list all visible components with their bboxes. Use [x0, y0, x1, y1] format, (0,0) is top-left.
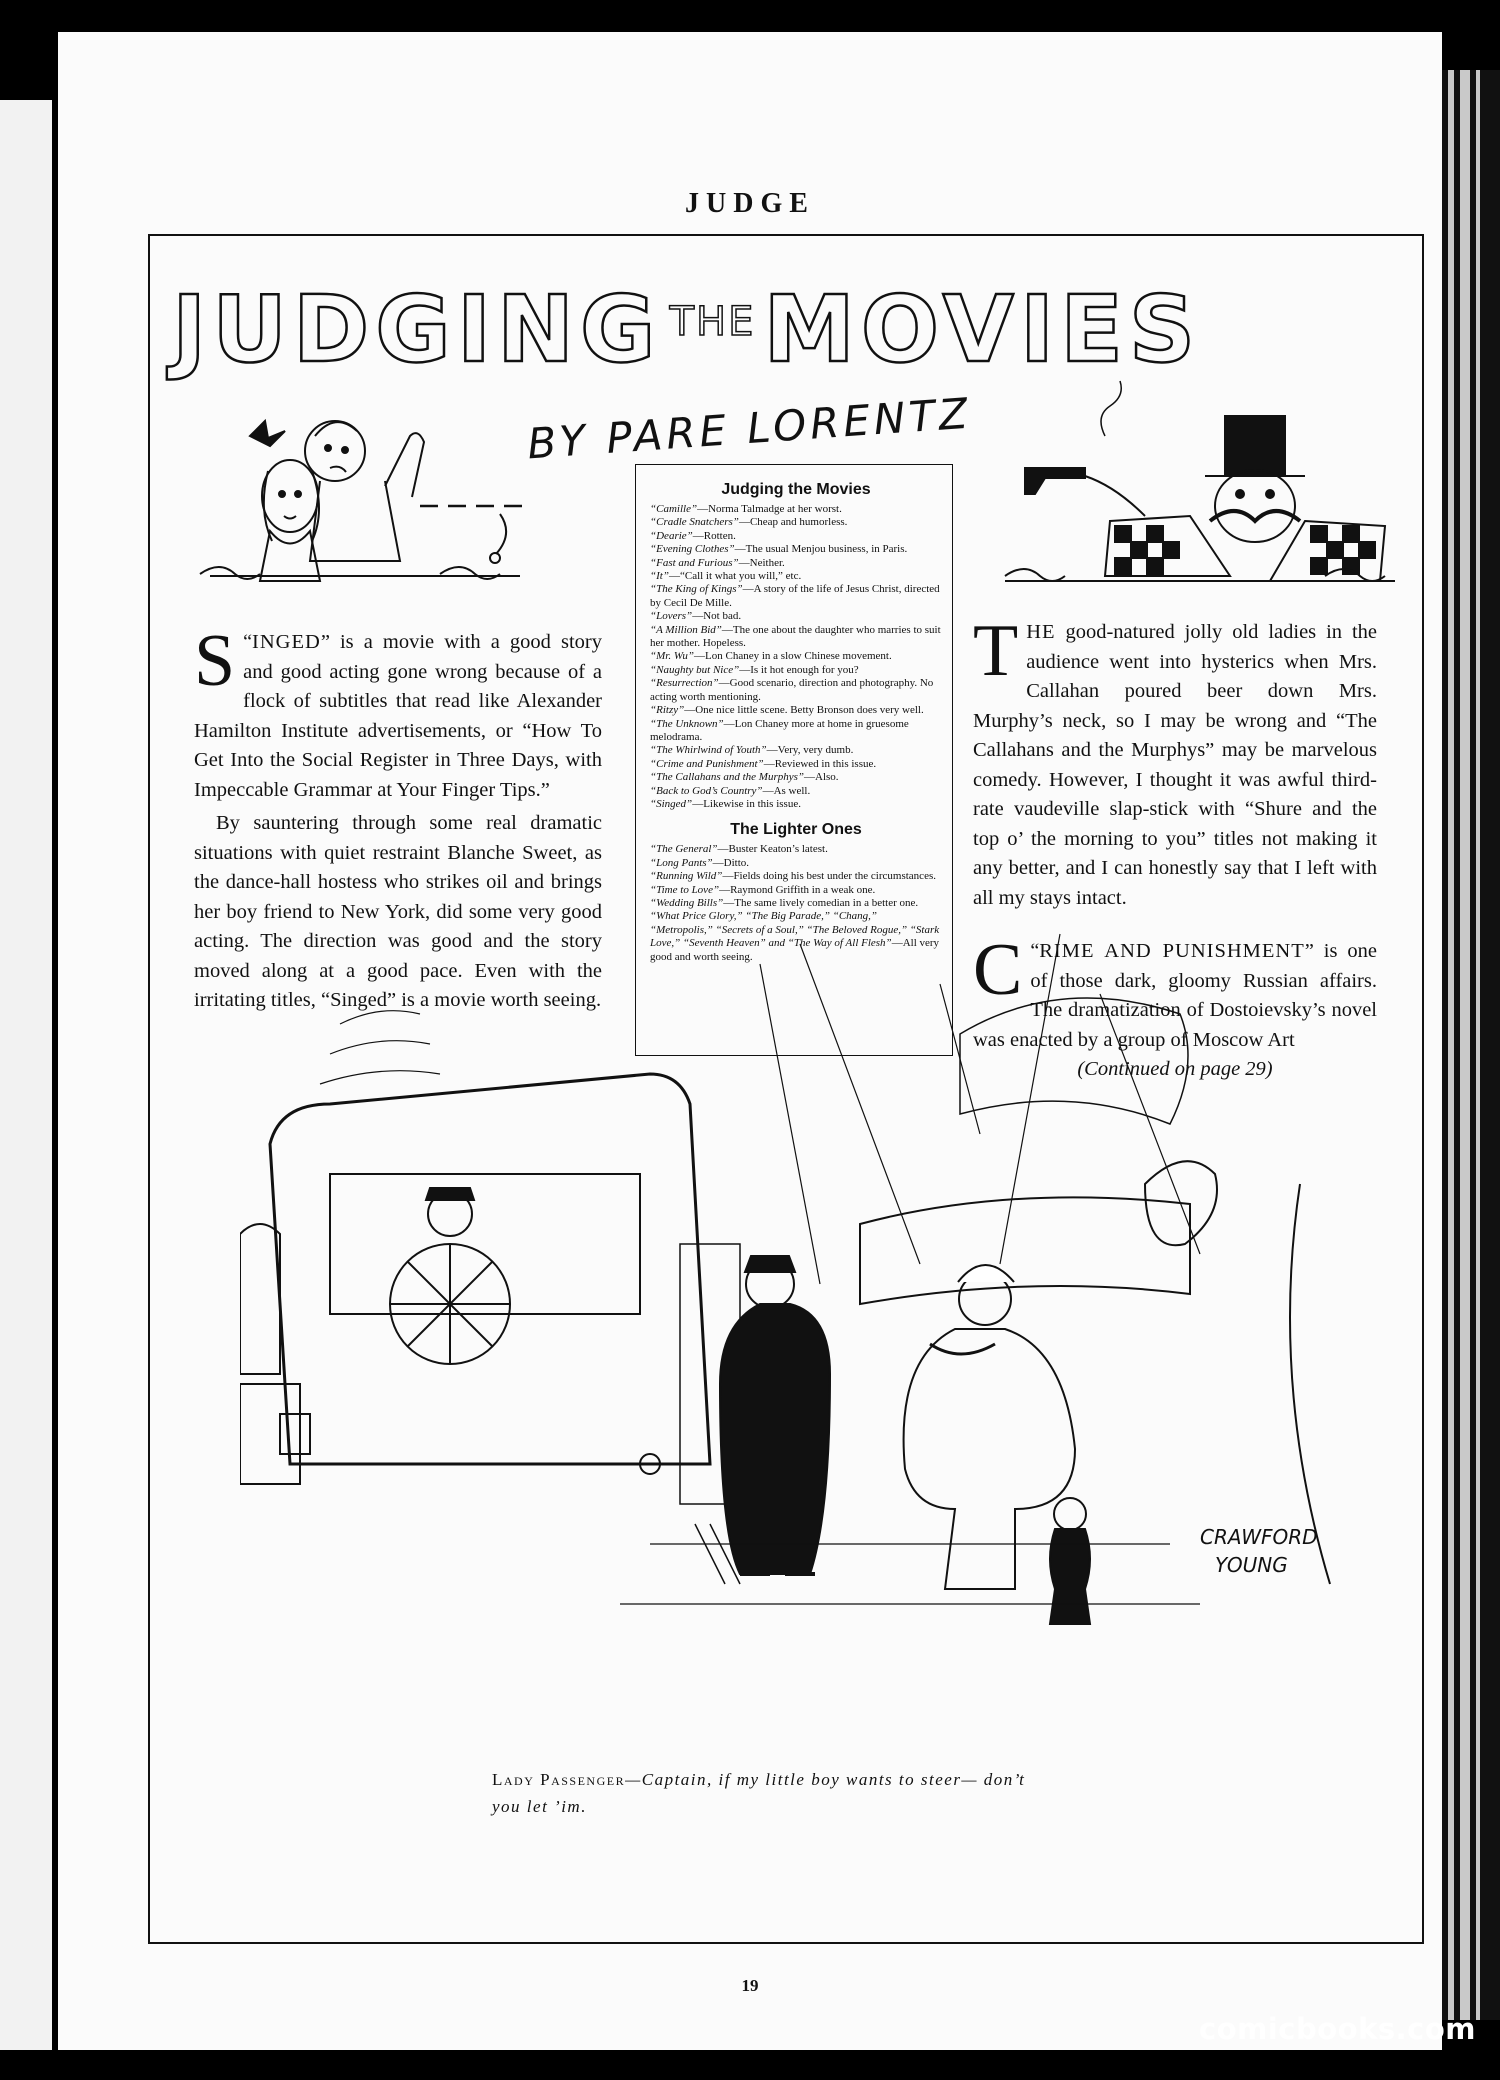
film-title: “Camille”: [650, 503, 698, 515]
signature-first: CRAWFORD: [1200, 1525, 1318, 1549]
rating-entry: [650, 798, 942, 811]
film-title: “Back to God’s Country”: [650, 784, 763, 797]
film-verdict: —“Call it what you will,” etc.: [668, 570, 802, 583]
rating-entry: [650, 543, 942, 556]
film-verdict: —Rotten.: [692, 529, 736, 542]
rating-entry: [650, 771, 942, 784]
feature-title: JUDGING $^{THE}$MOVIES: [172, 276, 1202, 383]
rating-entry: [650, 870, 942, 883]
rating-entry: [650, 677, 942, 704]
rating-entry: [650, 704, 942, 717]
rating-entry: [650, 570, 942, 583]
film-title: “The General”: [650, 843, 718, 856]
continued-note: (Continued on page 29): [1077, 1058, 1273, 1080]
film-title: “The King of Kings”: [650, 583, 743, 596]
callahans-review: THE good-natured jolly old ladies in the audience went into hysterics when Mrs. Callahan poured beer down Mrs. Murphy’s neck, so I may be wrong and “The Callahans and the Murphys” may be marvelous comedy. However, I thought it was awful third-rate vaudeville slap-stick with “Shure and the top o’ the morning to you” titles not making it any better, and I can honestly say that I left with all my stays intact.: [973, 610, 1377, 909]
rating-entry: [650, 557, 942, 570]
film-verdict: —The one about the daughter who marries to suit her mother. Hopeless.: [650, 623, 941, 650]
film-verdict: —Lon Chaney more at home in gruesome melodrama.: [650, 717, 909, 743]
caption-speaker: Lady Passenger: [492, 1770, 626, 1789]
film-verdict: —Raymond Griffith in a weak one.: [719, 883, 876, 896]
film-verdict: —The usual Menjou business, in Paris.: [734, 543, 908, 556]
film-verdict: —A story of the life of Jesus Christ, directed by Cecil De Mille.: [650, 583, 940, 609]
film-title: “Singed”: [650, 797, 693, 810]
dropcap-s: S: [194, 620, 236, 702]
film-verdict: —Not bad.: [692, 610, 742, 623]
rating-entry: [650, 624, 942, 651]
singed-review-p2: By sauntering through some real dramatic situations with quiet restraint Blanche Sweet, as the dance-hall hostess who strikes oil and brings her boy friend to New York, did some very good acting. The direction was good and the story moved along at a good pace. Even with the irritating titles, “Singed” is a movie worth seeing.: [194, 812, 602, 1011]
film-verdict: —Cheap and humorless.: [738, 516, 848, 529]
film-verdict: —Buster Keaton’s latest.: [717, 843, 828, 856]
film-title: “Wedding Bills”: [650, 896, 724, 909]
caption-line: —Captain, if my little boy wants to steer— don’t you let ’im.: [492, 1770, 1026, 1816]
rating-entry: [650, 610, 942, 623]
villain-illustration: [995, 376, 1405, 591]
film-title: “Ritzy”: [650, 704, 685, 717]
film-verdict: —All very good and worth seeing.: [650, 937, 940, 963]
signature-last: YOUNG: [1215, 1553, 1288, 1577]
masthead: JUDGE: [685, 188, 815, 219]
singed-review: “ S INGED” is a movie with a good story and good acting gone wrong because of a flock of subtitles that read like Alexander Hamilton Institute advertisements, or “How To Get Into the Social Register in Three Days, with Impeccable Grammar at Your Finger Tips.”: [194, 620, 602, 801]
rating-entry: [650, 744, 942, 757]
rating-entry: [650, 758, 942, 771]
film-title: “Long Pants”: [650, 856, 713, 869]
film-verdict: —Reviewed in this issue.: [763, 757, 877, 770]
magazine-page: [58, 32, 1442, 2050]
film-title: “It”: [650, 570, 669, 583]
film-verdict: —Is it hot enough for you?: [739, 663, 859, 676]
rating-entry: [650, 503, 942, 516]
byline: BY PARE LORENTZ: [525, 388, 974, 469]
film-title: “Dearie”: [650, 529, 693, 542]
film-title: “The Callahans and the Murphys”: [650, 771, 805, 784]
film-title: “Lovers”: [650, 610, 693, 623]
article-frame: [148, 234, 1424, 1944]
cartoon-caption: [492, 1766, 1052, 1820]
film-verdict: —Very, very dumb.: [766, 744, 854, 757]
film-title: “Crime and Punishment”: [650, 757, 764, 770]
film-title: “Fast and Furious”: [650, 556, 739, 569]
film-verdict: —Ditto.: [712, 856, 750, 869]
film-title: “Cradle Snatchers”: [650, 516, 739, 529]
film-verdict: —Fields doing his best under the circumstances.: [722, 870, 936, 883]
page-number: 19: [741, 1976, 759, 1995]
watermark: comicbooks.com: [1199, 2012, 1476, 2046]
film-verdict: —As well.: [762, 784, 811, 797]
ship-cartoon: [240, 904, 1340, 1734]
film-title: “The Unknown”: [650, 717, 724, 730]
film-title: “Naughty but Nice”: [650, 663, 740, 676]
rating-entry: [650, 583, 942, 610]
couple-illustration: [190, 376, 530, 586]
film-verdict: —Also.: [804, 771, 839, 784]
film-verdict: —The same lively comedian in a better one.: [723, 896, 919, 909]
film-title: “What Price Glory,” “The Big Parade,” “Chang,” “Metropolis,” “Secrets of a Soul,” “The Beloved Rogue,” “Stark Love,” “Seventh Heaven” and “The Way of All Flesh”: [650, 910, 940, 950]
lighter-heading: The Lighter Ones: [730, 821, 862, 839]
rating-entry: [650, 516, 942, 529]
film-title: “Time to Love”: [650, 883, 720, 896]
rating-entry: [650, 664, 942, 677]
rating-entry: [650, 857, 942, 870]
rating-entry: [650, 843, 942, 856]
film-title: “Running Wild”: [650, 870, 723, 883]
film-title: “Resurrection”: [650, 677, 719, 690]
film-verdict: —Likewise in this issue.: [692, 797, 801, 810]
film-title: “A Million Bid”: [650, 623, 722, 636]
crime-review: “ C RIME AND PUNISHMENT” is one of those dark, gloomy Russian affairs. The dramatization of Dostoievsky’s novel was enacted by a group of Moscow Art: [973, 929, 1377, 1051]
film-title: “The Whirlwind of Youth”: [650, 744, 767, 757]
rating-entry: [650, 884, 942, 897]
ratings-list: [650, 503, 942, 811]
film-title: “Mr. Wu”: [650, 650, 695, 663]
previous-page-edge: [0, 100, 52, 2050]
rating-entry: [650, 718, 942, 745]
film-verdict: —Norma Talmadge at her worst.: [697, 503, 842, 515]
film-title: “Evening Clothes”: [650, 543, 735, 556]
rating-entry: [650, 785, 942, 798]
film-verdict: —Good scenario, direction and photography. No acting worth mentioning.: [650, 677, 934, 703]
rating-entry: [650, 650, 942, 663]
film-verdict: —Lon Chaney in a slow Chinese movement.: [694, 650, 892, 663]
ratings-heading: Judging the Movies: [721, 481, 871, 498]
film-verdict: —One nice little scene. Betty Bronson does very well.: [684, 704, 924, 717]
film-verdict: —Neither.: [738, 556, 785, 569]
rating-entry: [650, 530, 942, 543]
